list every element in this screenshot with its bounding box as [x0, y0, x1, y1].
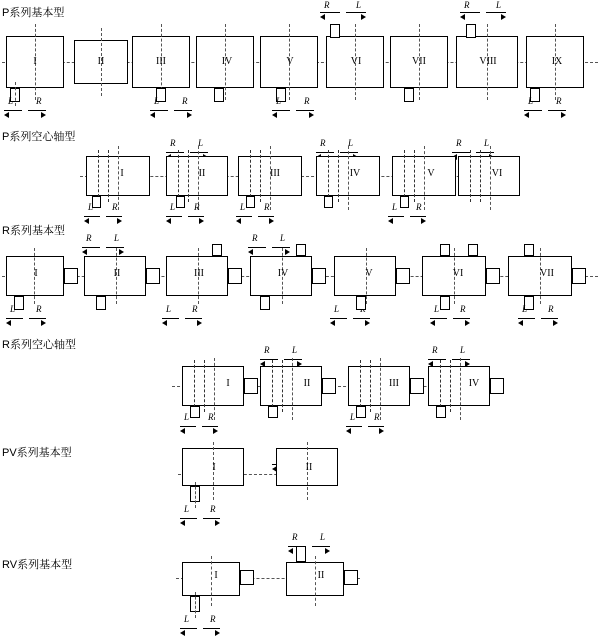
label-L: L — [184, 614, 190, 624]
arrow-pair-bottom-2 — [150, 106, 194, 116]
label-L: L — [88, 202, 94, 212]
label-L: L — [484, 138, 490, 148]
arrow-pair-row2-b1 — [84, 212, 124, 222]
label-R: R — [252, 233, 258, 243]
arrow-pair-row3-b5 — [518, 314, 560, 324]
label-R: R — [36, 96, 42, 106]
label-L: L — [8, 96, 14, 106]
label-R: R — [416, 202, 422, 212]
row-label-p-hollow: P系列空心轴型 — [2, 131, 76, 143]
unit-label: II — [198, 168, 206, 179]
row-label-p-basic: P系列基本型 — [2, 7, 65, 19]
label-L: L — [198, 138, 204, 148]
label-R: R — [456, 138, 462, 148]
unit-label: II — [305, 462, 313, 473]
label-L: L — [170, 202, 176, 212]
label-L: L — [292, 345, 298, 355]
unit-label: I — [34, 268, 38, 279]
unit-label: III — [270, 168, 280, 179]
label-L: L — [334, 304, 340, 314]
label-R: R — [264, 345, 270, 355]
arrow-pair-row3-b1 — [6, 314, 48, 324]
label-L: L — [184, 412, 190, 422]
label-R: R — [86, 233, 92, 243]
label-R: R — [324, 0, 330, 10]
label-L: L — [528, 96, 534, 106]
row-label-pv-basic: PV系列基本型 — [2, 447, 72, 459]
label-L: L — [348, 138, 354, 148]
unit-label: III — [194, 268, 204, 279]
label-R: R — [264, 202, 270, 212]
label-L: L — [166, 304, 172, 314]
label-L: L — [184, 504, 190, 514]
unit-label: IV — [277, 268, 289, 279]
label-L: L — [114, 233, 120, 243]
label-R: R — [320, 138, 326, 148]
unit-label: IX — [551, 56, 563, 67]
label-R: R — [210, 614, 216, 624]
label-R: R — [556, 96, 562, 106]
unit-label: I — [214, 570, 218, 581]
label-R: R — [304, 96, 310, 106]
unit-label: VII — [412, 56, 426, 67]
label-R: R — [182, 96, 188, 106]
unit-label: VI — [452, 268, 464, 279]
arrow-pair-row2-b3 — [236, 212, 276, 222]
label-L: L — [276, 96, 282, 106]
unit-label: II — [97, 56, 105, 67]
unit-label: IV — [468, 378, 480, 389]
unit-label: IV — [349, 168, 361, 179]
unit-label: VII — [540, 268, 554, 279]
unit-label: I — [212, 462, 216, 473]
label-R: R — [208, 412, 214, 422]
arrow-pair-row3-b2 — [162, 314, 204, 324]
label-R: R — [192, 304, 198, 314]
label-R: R — [432, 345, 438, 355]
label-R: R — [194, 202, 200, 212]
unit-label: VI — [491, 168, 503, 179]
unit-label: V — [286, 56, 294, 67]
unit-label: III — [156, 56, 166, 67]
unit-label: VIII — [479, 56, 497, 67]
row-label-rv-basic: RV系列基本型 — [2, 559, 73, 571]
label-R: R — [374, 412, 380, 422]
unit-label: V — [427, 168, 435, 179]
label-L: L — [10, 304, 16, 314]
arrow-pair-row4-b2 — [346, 422, 386, 432]
label-L: L — [320, 532, 326, 542]
row-label-r-basic: R系列基本型 — [2, 225, 65, 237]
label-R: R — [464, 0, 470, 10]
arrow-pair-bottom-4 — [524, 106, 568, 116]
arrow-pair-row3-1 — [82, 243, 126, 253]
label-L: L — [392, 202, 398, 212]
arrow-pair-row6-b1 — [180, 624, 222, 634]
label-L: L — [280, 233, 286, 243]
unit-label: II — [303, 378, 311, 389]
unit-label: V — [365, 268, 373, 279]
arrow-pair-row2-b4 — [388, 212, 428, 222]
label-R: R — [460, 304, 466, 314]
arrow-pair-row3-b4 — [430, 314, 472, 324]
label-L: L — [496, 0, 502, 10]
row-label-r-hollow: R系列空心轴型 — [2, 339, 76, 351]
label-L: L — [240, 202, 246, 212]
label-R: R — [292, 532, 298, 542]
label-R: R — [112, 202, 118, 212]
arrow-pair-row3-b3 — [330, 314, 372, 324]
unit-label: II — [317, 570, 325, 581]
arrow-pair-row5-b1 — [180, 514, 222, 524]
label-L: L — [460, 345, 466, 355]
label-L: L — [154, 96, 160, 106]
unit-label: I — [120, 168, 124, 179]
unit-label: I — [226, 378, 230, 389]
arrow-pair-bottom-3 — [272, 106, 316, 116]
unit-label: VI — [350, 56, 362, 67]
label-R: R — [170, 138, 176, 148]
label-L: L — [356, 0, 362, 10]
unit-label: I — [33, 56, 37, 67]
label-L: L — [522, 304, 528, 314]
label-R: R — [548, 304, 554, 314]
label-R: R — [210, 504, 216, 514]
unit-label: II — [113, 268, 121, 279]
label-L: L — [350, 412, 356, 422]
arrow-pair-row2-b2 — [166, 212, 206, 222]
arrow-pair-bottom-1 — [4, 106, 48, 116]
arrow-pair-row6-1 — [288, 542, 332, 552]
label-R: R — [36, 304, 42, 314]
arrow-pair-row3-2 — [248, 243, 292, 253]
unit-label: IV — [221, 56, 233, 67]
arrow-pair-row4-b1 — [180, 422, 220, 432]
unit-label: III — [389, 378, 399, 389]
label-L: L — [434, 304, 440, 314]
